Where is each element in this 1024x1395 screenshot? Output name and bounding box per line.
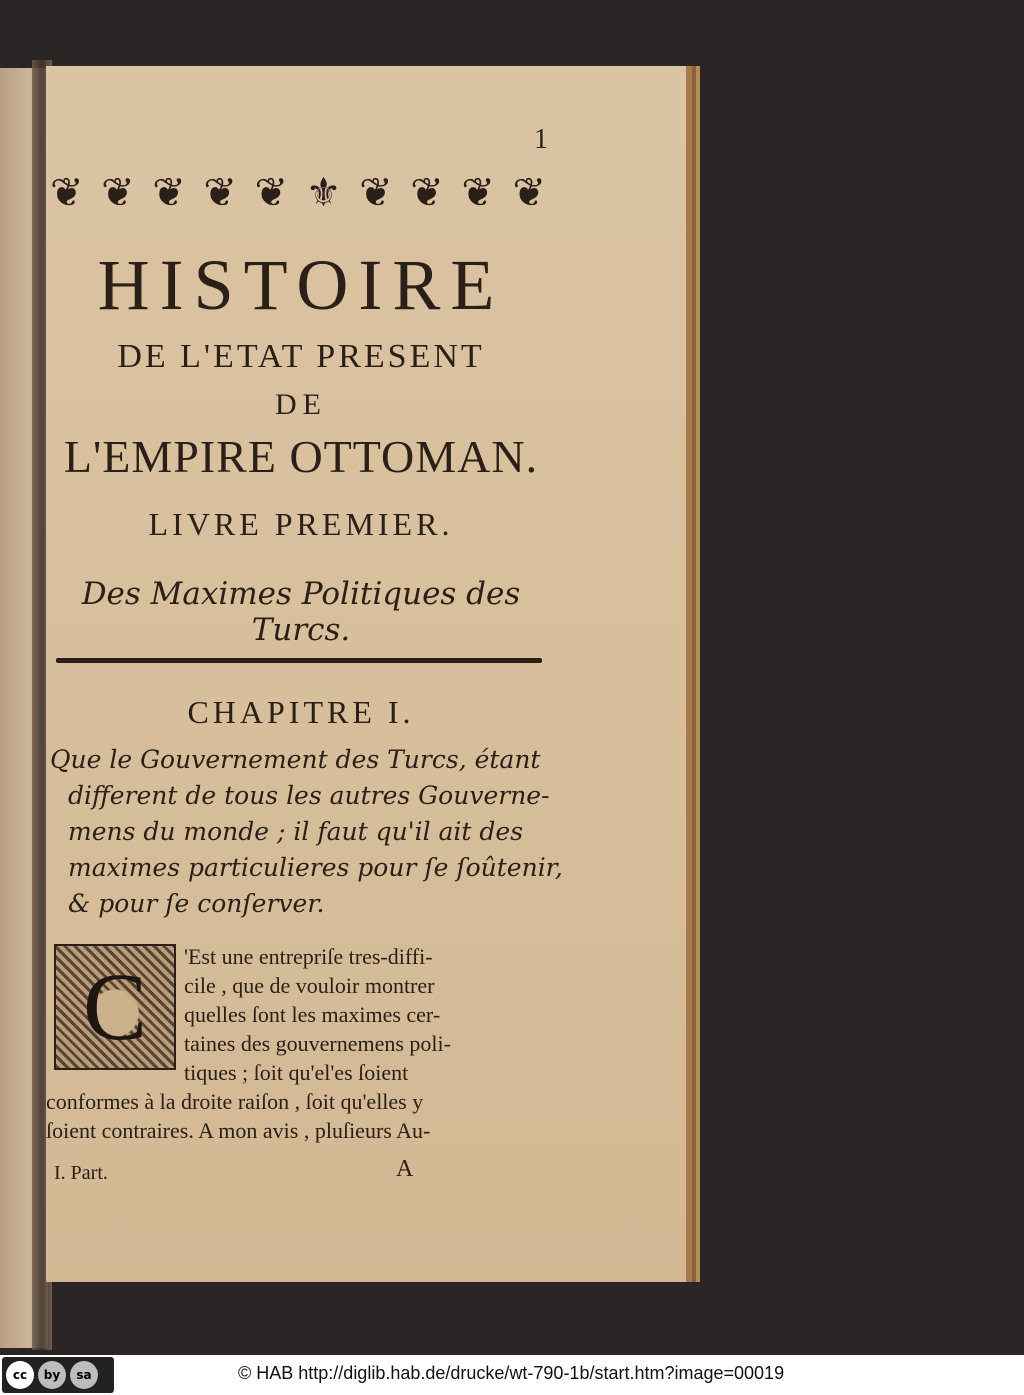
ornament-band xyxy=(50,166,546,220)
body-line: ſoient contraires. A mon avis , pluſieurs Au- xyxy=(46,1118,431,1143)
body-line: quelles ſont les maximes cer- xyxy=(184,1002,441,1027)
initial-letter: C xyxy=(82,953,148,1060)
ornament-icon: ❦ xyxy=(203,170,237,216)
by-icon: by xyxy=(38,1361,66,1389)
ornament-icon: ❦ xyxy=(50,170,84,216)
ornament-icon: ❦ xyxy=(512,170,546,216)
subtitle-line: L'EMPIRE OTTOMAN. xyxy=(63,431,539,482)
body-line: 'Est une entrepriſe tres-diffi- xyxy=(184,944,433,969)
summary-line: mens du monde ; il faut qu'il ait des xyxy=(68,817,524,846)
ornament-icon: ❦ xyxy=(101,170,135,216)
body-line: cile , que de vouloir montrer xyxy=(184,973,435,998)
body-line: tiques ; ſoit qu'el'es ſoient xyxy=(184,1060,409,1085)
chapter-summary xyxy=(50,742,563,922)
book-heading: LIVRE PREMIER. xyxy=(148,506,454,542)
cc-icon: cc xyxy=(6,1361,34,1389)
book-subject: Des Maximes Politiques des Turcs. xyxy=(81,576,521,648)
book-title: HISTOIRE xyxy=(97,245,505,325)
ornament-icon: ❦ xyxy=(359,170,393,216)
ornament-icon: ❦ xyxy=(461,170,495,216)
fleur-de-lis-icon: ⚜ xyxy=(305,170,342,216)
subtitle-line: DE xyxy=(275,388,327,421)
book-page xyxy=(46,66,686,1282)
credit-bar xyxy=(0,1355,1024,1395)
summary-line: & pour ſe conſerver. xyxy=(68,889,325,918)
signature-mark: A xyxy=(396,1156,414,1182)
cc-license-badge[interactable] xyxy=(2,1357,114,1393)
body-line: conformes à la droite raiſon , ſoit qu'elles y xyxy=(46,1089,424,1114)
summary-line: maximes particulieres pour ſe ſoûtenir, xyxy=(68,853,563,882)
summary-line: Que le Gouvernement des Turcs, étant xyxy=(50,745,541,774)
chapter-heading: CHAPITRE I. xyxy=(187,694,415,730)
page-number: 1 xyxy=(534,124,548,155)
subtitle-line: DE L'ETAT PRESENT xyxy=(117,338,485,375)
sa-icon: sa xyxy=(70,1361,98,1389)
section-rule xyxy=(56,658,542,663)
part-footer: I. Part. xyxy=(54,1162,108,1184)
summary-line: different de tous les autres Gouverne- xyxy=(68,781,550,810)
credit-link[interactable]: © HAB http://diglib.hab.de/drucke/wt-790-1b/start.htm?image=00019 xyxy=(238,1363,785,1383)
body-text xyxy=(46,942,552,1145)
body-line: taines des gouvernemens poli- xyxy=(184,1031,451,1056)
ornament-icon: ❦ xyxy=(152,170,186,216)
ornament-icon: ❦ xyxy=(410,170,444,216)
ornament-icon: ❦ xyxy=(254,170,289,216)
